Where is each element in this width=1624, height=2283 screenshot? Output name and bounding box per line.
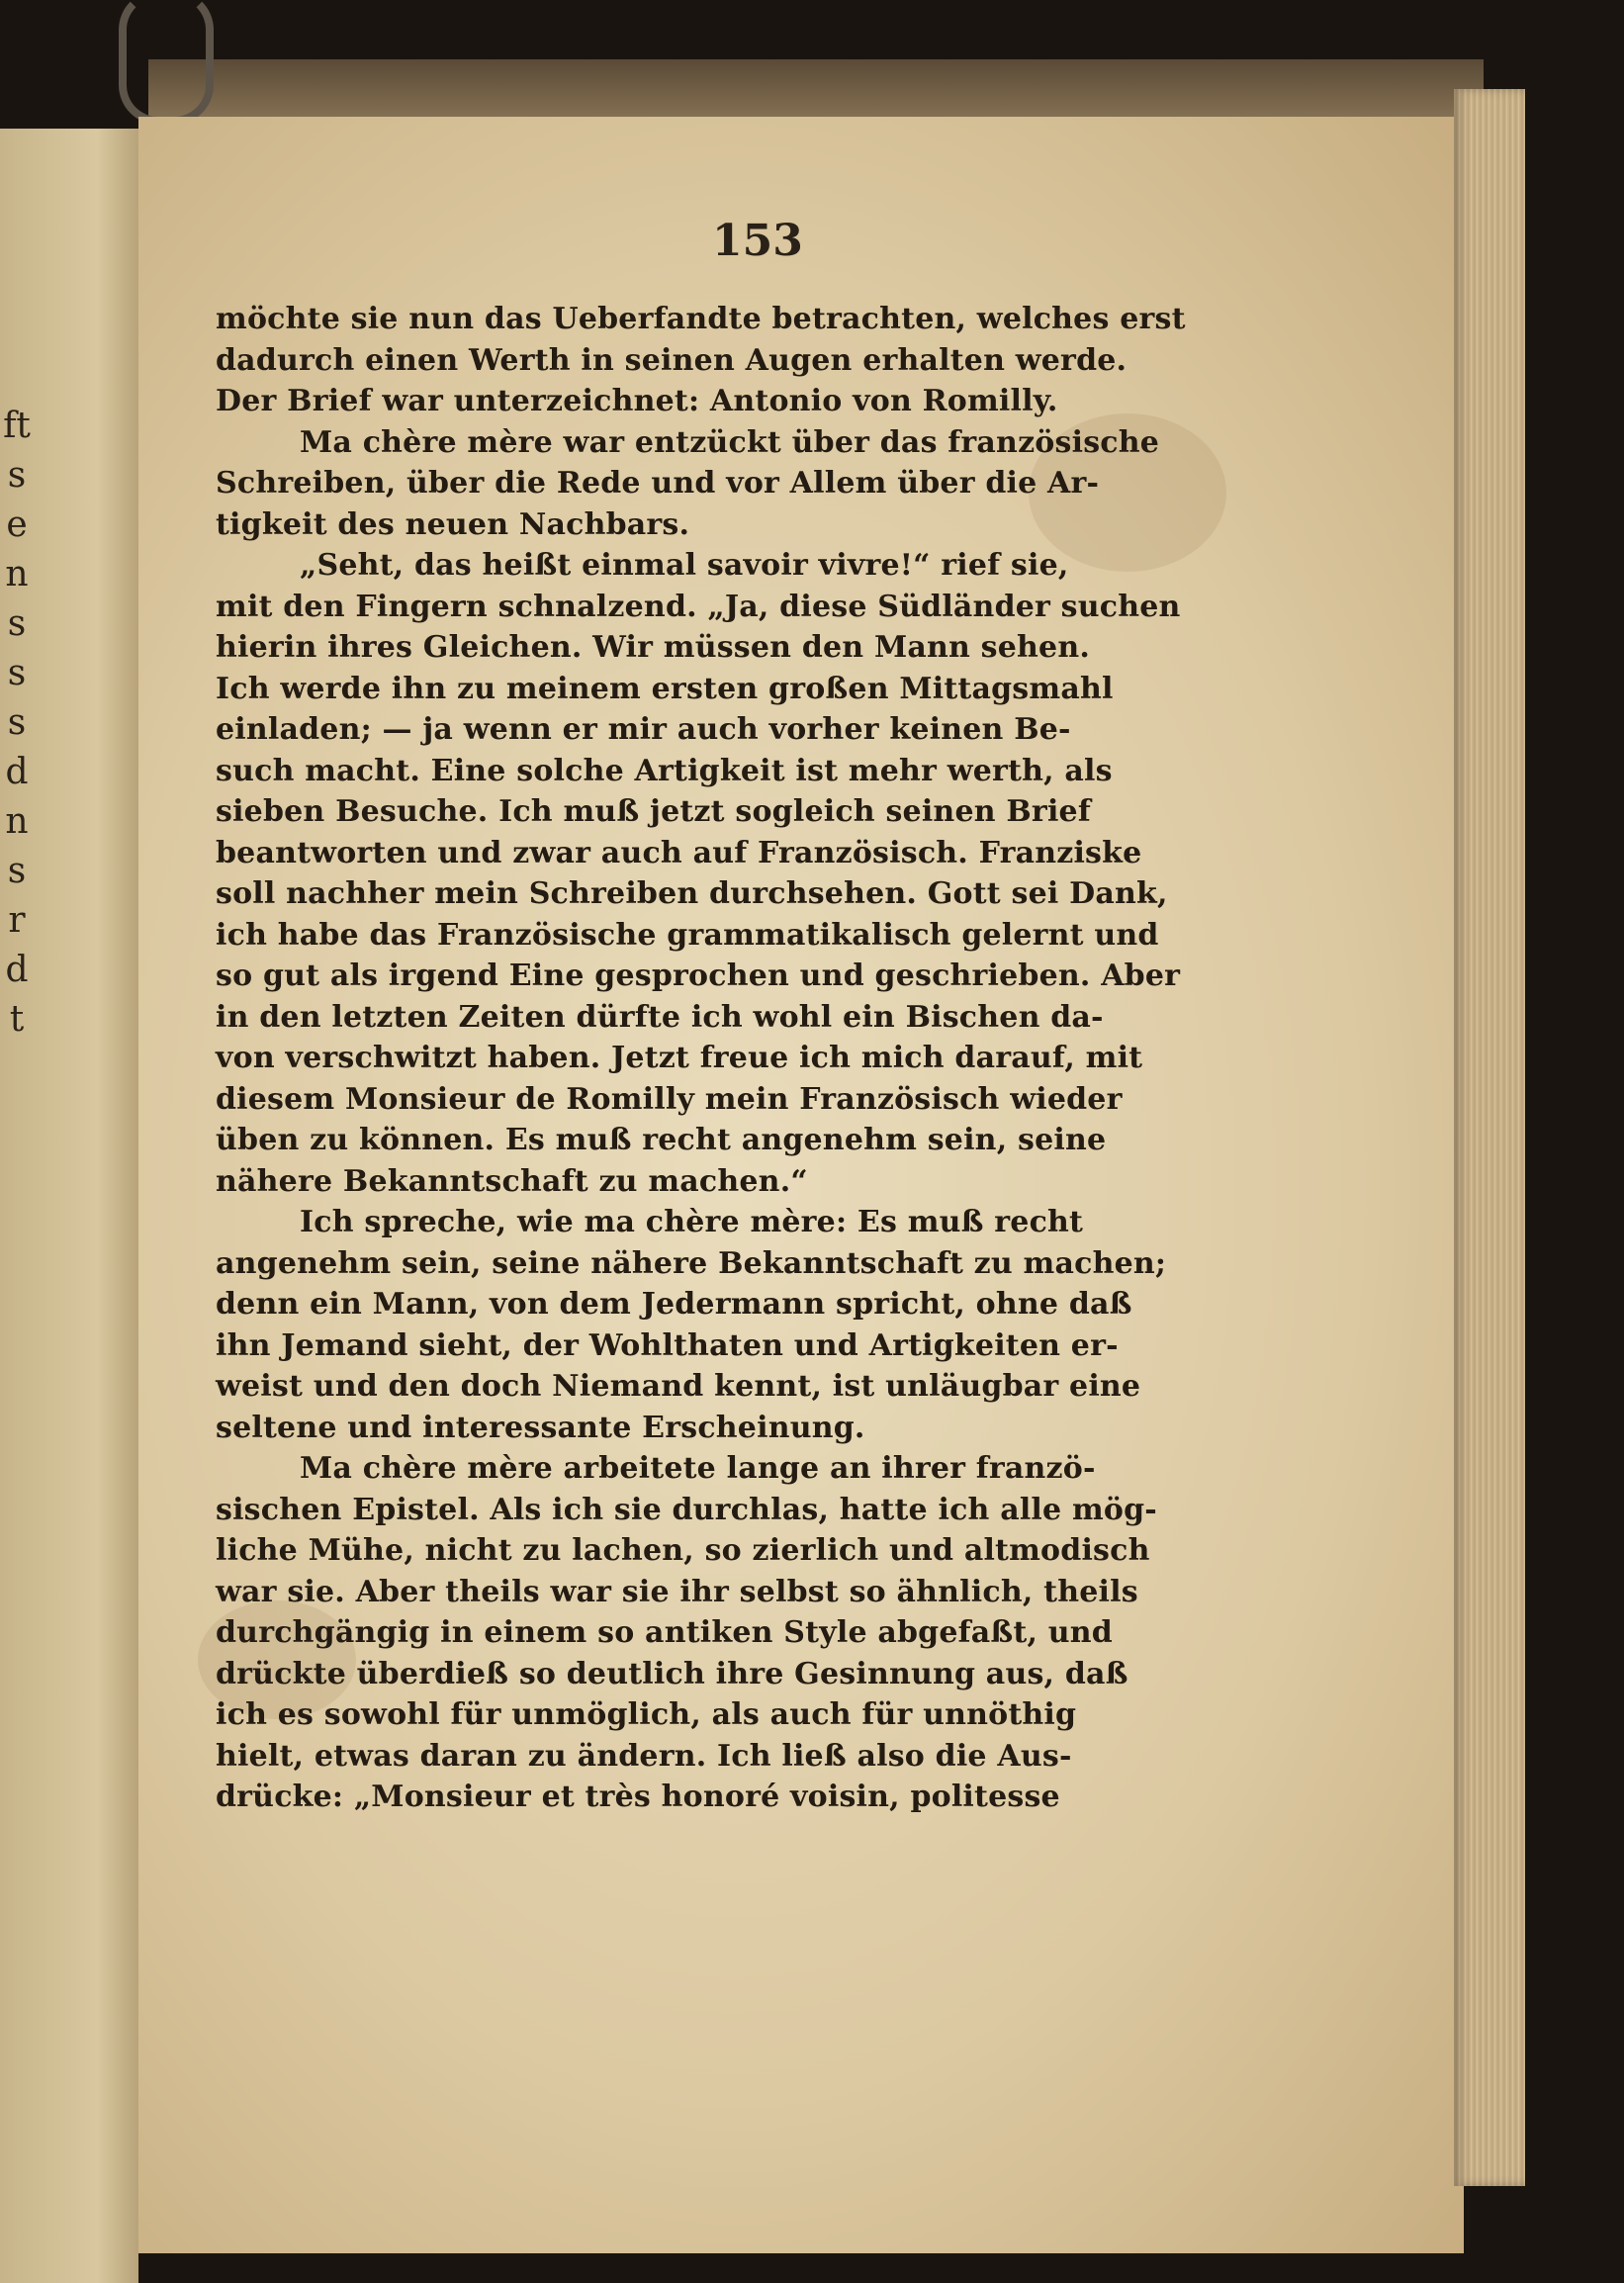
text-line: möchte sie nun das Ueberfandte betrachten, welches erst [216,302,1186,336]
text-line: Ich werde ihn zu meinem ersten großen Mittagsmahl [216,671,1114,706]
text-line: seltene und interessante Erscheinung. [216,1410,865,1445]
text-line: weist und den doch Niemand kennt, ist unläugbar eine [216,1369,1141,1404]
text-line: Schreiben, über die Rede und vor Allem über die Ar- [216,466,1100,501]
left-margin-fragment: n [5,801,29,842]
left-margin-fragment: s [7,455,27,496]
text-line: sieben Besuche. Ich muß jetzt sogleich seinen Brief [216,794,1091,829]
left-margin-fragment: d [5,950,29,990]
text-line: mit den Fingern schnalzend. „Ja, diese Südländer suchen [216,589,1181,624]
text-line: such macht. Eine solche Artigkeit ist mehr werth, als [216,753,1113,788]
text-line: ich es sowohl für unmöglich, als auch für unnöthig [216,1697,1077,1732]
text-line: sischen Epistel. Als ich sie durchlas, hatte ich alle mög- [216,1492,1157,1527]
text-line: einladen; — ja wenn er mir auch vorher keinen Be- [216,712,1071,747]
text-line: Ma chère mère arbeitete lange an ihrer franzö- [300,1451,1096,1486]
text-line: soll nachher mein Schreiben durchsehen. Gott sei Dank, [216,876,1168,911]
text-line: ich habe das Französische grammatikalisch gelernt und [216,917,1159,953]
text-line: ihn Jemand sieht, der Wohlthaten und Artigkeiten er- [216,1327,1119,1363]
left-margin-fragment: r [8,900,26,941]
left-margin-fragment: s [7,702,27,743]
left-margin-fragment: s [7,653,27,693]
left-margin-fragment: d [5,752,29,792]
text-line: dadurch einen Werth in seinen Augen erhalten werde. [216,342,1128,378]
text-line: Der Brief war unterzeichnet: Antonio von Romilly. [216,384,1058,418]
text-line: war sie. Aber theils war sie ihr selbst so ähnlich, theils [216,1574,1138,1609]
text-line: liche Mühe, nicht zu lachen, so zierlich und altmodisch [216,1533,1150,1568]
text-line: „Seht, das heißt einmal savoir vivre!“ rief sie, [300,548,1069,583]
page-stack-edge [1454,89,1525,2186]
text-line: drückte überdieß so deutlich ihre Gesinnung aus, daß [216,1656,1128,1691]
text-line: hierin ihres Gleichen. Wir müssen den Mann sehen. [216,630,1091,665]
text-line: in den letzten Zeiten dürfte ich wohl ein Bischen da- [216,999,1104,1035]
text-line: drücke: „Monsieur et très honoré voisin, politesse [216,1780,1060,1814]
text-line: so gut als irgend Eine gesprochen und geschrieben. Aber [216,959,1181,993]
text-line: diesem Monsieur de Romilly mein Französisch wieder [216,1081,1123,1117]
text-line: durchgängig in einem so antiken Style abgefaßt, und [216,1615,1113,1650]
text-line: denn ein Mann, von dem Jedermann spricht, ohne daß [216,1287,1132,1322]
left-margin-fragments [2,406,32,1049]
text-line: Ma chère mère war entzückt über das französische [300,424,1160,460]
text-line: tigkeit des neuen Nachbars. [216,506,690,542]
text-line: Ich spreche, wie ma chère mère: Es muß recht [300,1205,1084,1239]
left-margin-fragment: t [9,999,25,1040]
ribbon-loop [119,0,214,125]
left-margin-fragment: n [5,554,29,594]
left-margin-fragment: e [6,504,28,545]
text-line: üben zu können. Es muß recht angenehm sein, seine [216,1123,1107,1157]
page-number: 153 [712,216,803,266]
left-page [0,129,138,2283]
text-line: beantworten und zwar auch auf Französisch. Franziske [216,835,1142,870]
text-line: von verschwitzt haben. Jetzt freue ich mich darauf, mit [216,1041,1143,1075]
left-margin-fragment: s [7,603,27,644]
text-line: angenehm sein, seine nähere Bekanntschaft zu machen; [216,1245,1167,1281]
text-line: hielt, etwas daran zu ändern. Ich ließ also die Aus- [216,1738,1072,1774]
left-margin-fragment: s [7,851,27,891]
left-margin-fragment: ft [3,406,31,446]
text-line: nähere Bekanntschaft zu machen.“ [216,1163,808,1199]
body-text [216,299,1274,1818]
